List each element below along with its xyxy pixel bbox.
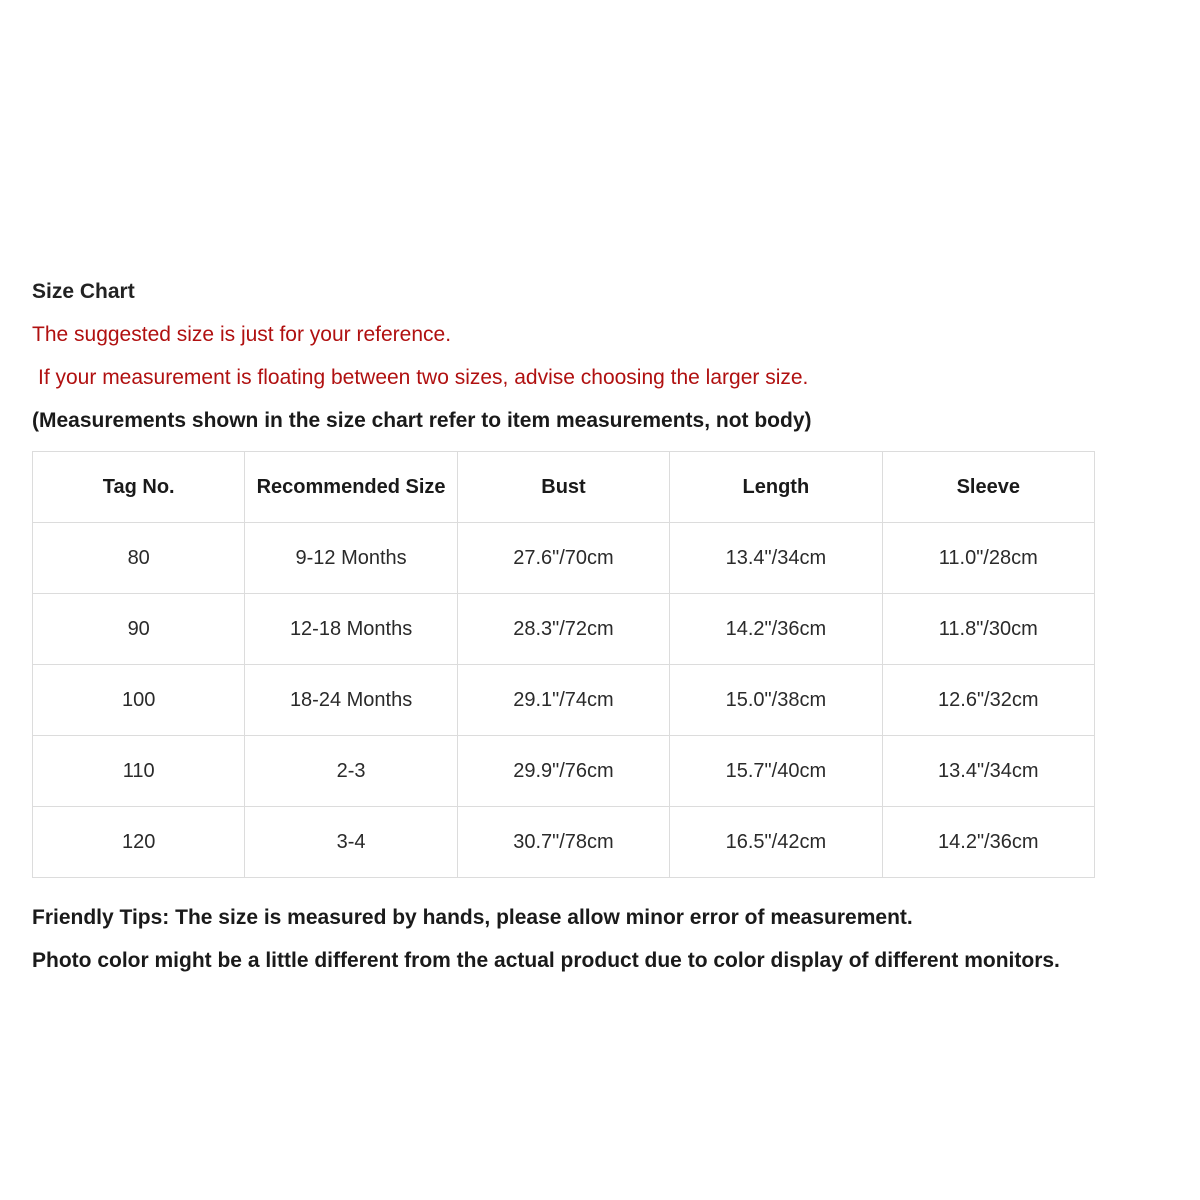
table-header-row — [33, 452, 1095, 523]
cell-bust: 29.1"/74cm — [457, 665, 669, 736]
cell-length: 15.0"/38cm — [670, 665, 882, 736]
table-row — [33, 594, 1095, 665]
cell-bust: 27.6"/70cm — [457, 523, 669, 594]
header-bust: Bust — [457, 452, 669, 523]
table-row — [33, 736, 1095, 807]
cell-recommended-size: 9-12 Months — [245, 523, 457, 594]
header-length: Length — [670, 452, 882, 523]
cell-sleeve: 14.2"/36cm — [882, 807, 1094, 878]
header-tag-no: Tag No. — [33, 452, 245, 523]
cell-recommended-size: 3-4 — [245, 807, 457, 878]
cell-bust: 28.3"/72cm — [457, 594, 669, 665]
table-row — [33, 807, 1095, 878]
size-chart-title: Size Chart — [32, 280, 135, 303]
table-row — [33, 523, 1095, 594]
cell-length: 15.7"/40cm — [670, 736, 882, 807]
cell-recommended-size: 12-18 Months — [245, 594, 457, 665]
size-chart-document — [32, 270, 1192, 982]
header-sleeve: Sleeve — [882, 452, 1094, 523]
color-tip: Photo color might be a little different from the actual product due to color display of different monitors. — [32, 949, 1060, 972]
cell-recommended-size: 18-24 Months — [245, 665, 457, 736]
cell-sleeve: 11.8"/30cm — [882, 594, 1094, 665]
cell-sleeve: 11.0"/28cm — [882, 523, 1094, 594]
size-table — [32, 451, 1095, 878]
table-row — [33, 665, 1095, 736]
measurement-disclaimer: (Measurements shown in the size chart refer to item measurements, not body) — [32, 409, 812, 432]
measurement-tip: Friendly Tips: The size is measured by hands, please allow minor error of measurement. — [32, 906, 913, 929]
friendly-tips — [32, 896, 1192, 982]
cell-tag-no: 110 — [33, 736, 245, 807]
cell-tag-no: 90 — [33, 594, 245, 665]
cell-sleeve: 12.6"/32cm — [882, 665, 1094, 736]
cell-recommended-size: 2-3 — [245, 736, 457, 807]
cell-bust: 30.7"/78cm — [457, 807, 669, 878]
larger-size-advice: If your measurement is floating between two sizes, advise choosing the larger size. — [38, 366, 809, 389]
cell-length: 16.5"/42cm — [670, 807, 882, 878]
reference-note: The suggested size is just for your reference. — [32, 323, 452, 346]
cell-length: 14.2"/36cm — [670, 594, 882, 665]
cell-sleeve: 13.4"/34cm — [882, 736, 1094, 807]
cell-bust: 29.9"/76cm — [457, 736, 669, 807]
cell-tag-no: 80 — [33, 523, 245, 594]
header-recommended-size: Recommended Size — [245, 452, 457, 523]
cell-length: 13.4"/34cm — [670, 523, 882, 594]
cell-tag-no: 100 — [33, 665, 245, 736]
cell-tag-no: 120 — [33, 807, 245, 878]
